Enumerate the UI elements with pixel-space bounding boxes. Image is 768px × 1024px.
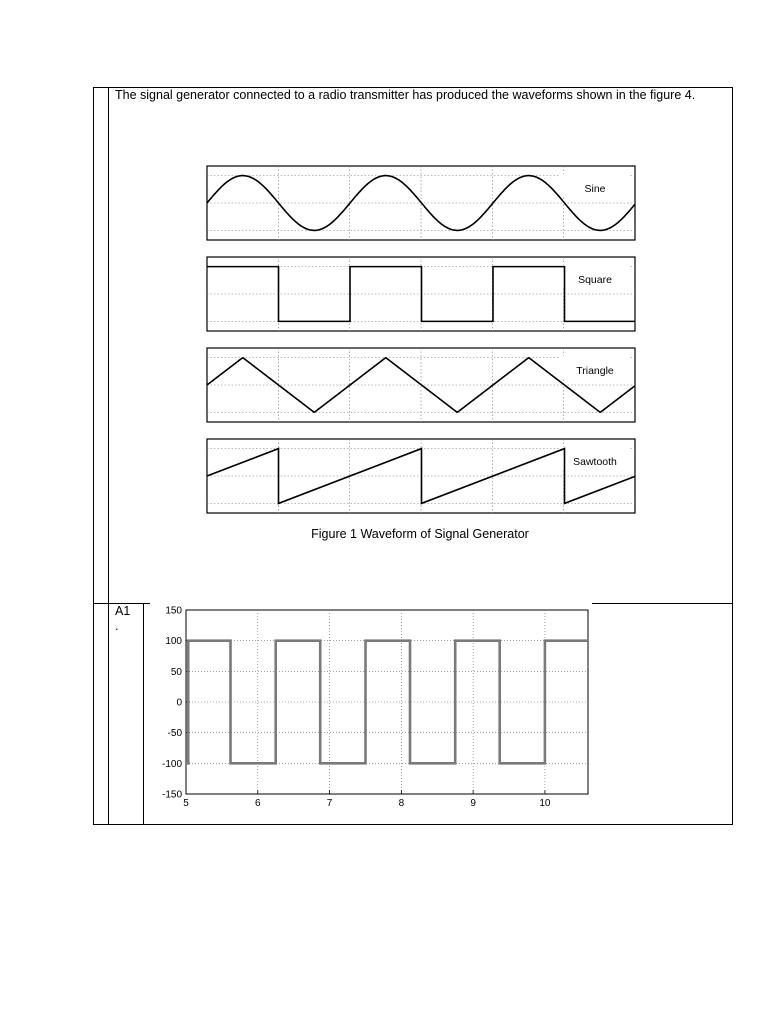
table-row-divider-right (592, 603, 733, 604)
answer-label-text: A1 (115, 604, 131, 618)
table-left-border (93, 87, 94, 825)
question-text: The signal generator connected to a radio transmitter has produced the waveforms shown in the figure 4. (115, 88, 696, 102)
figure-caption: Figure 1 Waveform of Signal Generator (311, 527, 529, 541)
y-tick-label: -150 (161, 789, 182, 801)
table-bottom-border (93, 824, 733, 825)
waveform-panel-square (207, 257, 635, 331)
y-tick-label: 150 (165, 605, 182, 617)
table-right-border (732, 87, 733, 825)
x-tick-label: 5 (183, 798, 189, 809)
y-tick-label: 50 (170, 666, 182, 678)
answer-label (115, 604, 130, 634)
table-column-divider (108, 87, 109, 825)
y-tick-label: 100 (165, 636, 182, 648)
waveform-figure (205, 164, 639, 516)
table-answer-column-divider (143, 603, 144, 825)
panel-label-sine: Sine (584, 183, 606, 195)
x-tick-label: 8 (398, 798, 405, 809)
x-tick-label: 9 (470, 798, 476, 809)
x-tick-label: 7 (326, 798, 333, 809)
answer-label-suffix: . (115, 619, 119, 633)
y-tick-label: 0 (176, 697, 182, 709)
x-tick-label: 6 (255, 798, 261, 809)
waveform-panel-triangle (207, 348, 635, 422)
waveform-panel-sine (207, 166, 635, 240)
panel-label-square: Square (578, 274, 612, 286)
x-tick-label: 10 (539, 798, 551, 809)
answer-square-wave-chart (150, 600, 595, 815)
waveform-panel-sawtooth (207, 439, 635, 513)
panel-label-triangle: Triangle (576, 365, 614, 377)
y-tick-label: -100 (161, 758, 182, 770)
y-tick-label: -50 (167, 728, 182, 740)
panel-label-sawtooth: Sawtooth (573, 456, 617, 468)
